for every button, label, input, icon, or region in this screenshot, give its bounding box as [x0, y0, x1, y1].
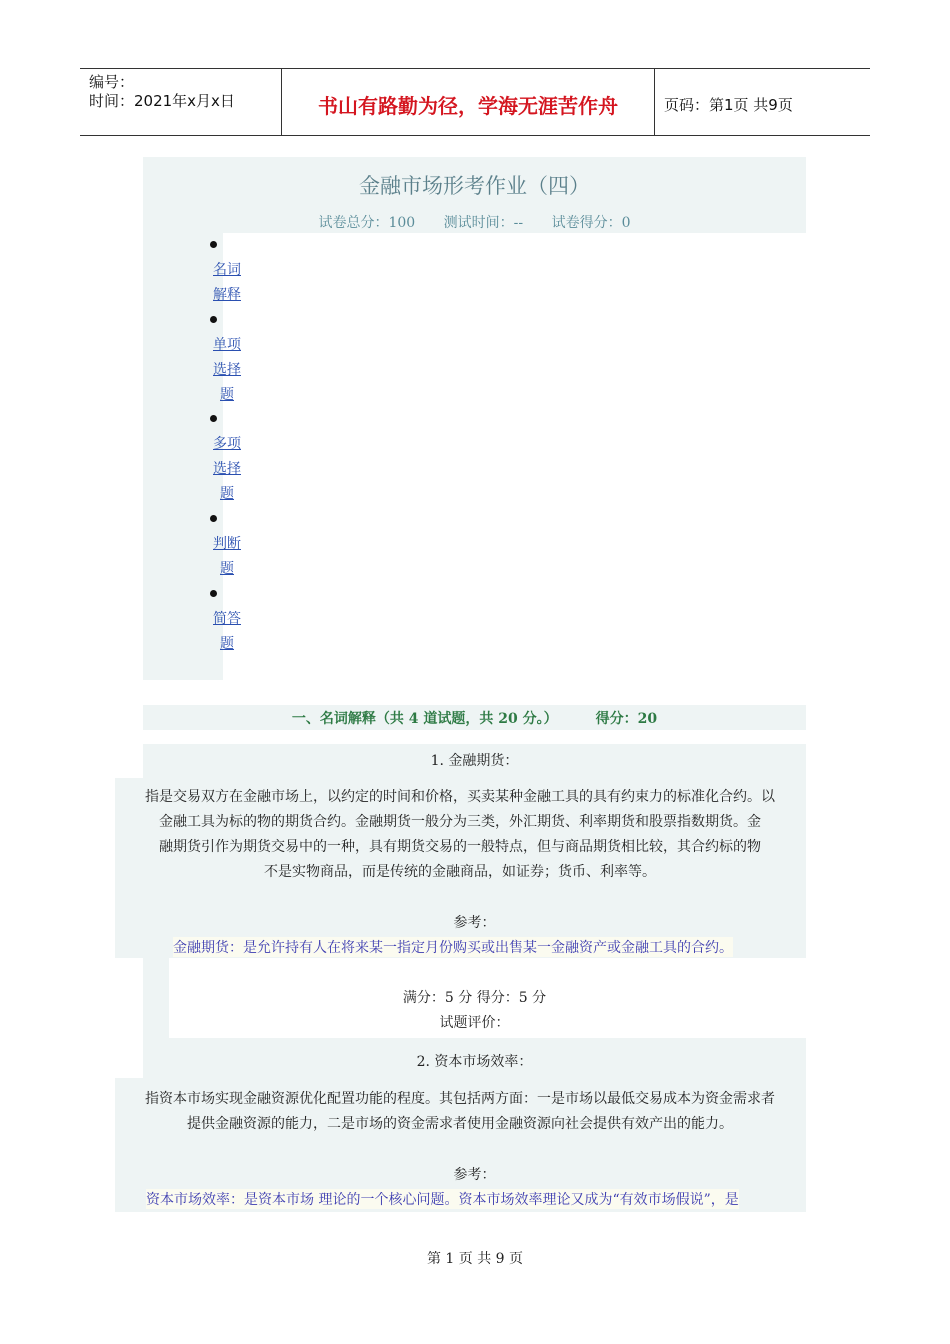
question-1-evaluation-label: 试题评价： [439, 1015, 510, 1031]
nav-bullet [210, 590, 217, 597]
exam-title: 金融市场形考作业（四） [359, 174, 590, 198]
time-label: 时间：2021年x月x日 [89, 92, 235, 110]
question-2-reference-text: 资本市场效率：是资本市场 理论的一个核心问题。资本市场效率理论又成为“有效市场假说”，是 [146, 1189, 739, 1209]
question-1-score: 满分：5 分 得分：5 分 [402, 990, 547, 1006]
header-top-border [80, 68, 870, 69]
total-score: 试卷总分：100 [318, 215, 416, 231]
question-1-reference-label: 参考： [453, 915, 496, 931]
nav-link-true-false[interactable]: 判断 题 [213, 536, 241, 577]
section-score: 得分：20 [595, 711, 658, 727]
section-heading [143, 708, 806, 728]
section-title: 一、名词解释（共 4 道试题，共 20 分。） [291, 711, 558, 727]
motto: 书山有路勤为径，学海无涯苦作舟 [318, 94, 618, 118]
exam-score: 试卷得分：0 [551, 215, 631, 231]
nav-link-term-definitions[interactable]: 名词 解释 [213, 262, 241, 303]
question-1-reference-text: 金融期货：是允许持有人在将来某一指定月份购买或出售某一金融资产或金融工具的合约。 [173, 937, 733, 957]
nav-bullet [210, 316, 217, 323]
page-footer: 第 1 页 共 9 页 [426, 1251, 524, 1267]
exam-meta [143, 212, 806, 232]
test-time: 测试时间：-- [443, 215, 524, 231]
nav-link-short-answer[interactable]: 简答 题 [213, 611, 241, 652]
page-code: 页码：第1页 共9页 [664, 96, 793, 114]
header-divider-right [654, 68, 655, 136]
header-bottom-border [80, 135, 870, 136]
question-2-title: 2. 资本市场效率： [416, 1054, 533, 1070]
nav-bullet [210, 415, 217, 422]
nav-link-multiple-choice[interactable]: 多项 选择 题 [213, 436, 241, 502]
question-2-reference-label: 参考： [453, 1167, 496, 1183]
number-label: 编号： [89, 73, 135, 91]
nav-link-single-choice[interactable]: 单项 选择 题 [213, 337, 241, 403]
nav-bullet [210, 241, 217, 248]
nav-bullet [210, 515, 217, 522]
nav-panel [143, 233, 223, 680]
question-1-answer: 指是交易双方在金融市场上，以约定的时间和价格，买卖某种金融工具的具有约束力的标准化合约。以 金融工具为标的物的期货合约。金融期货一般分为三类，外汇期货、利率期货和股票指数期货。金 融期货引作为期货交易中的一种，具有期货交易的一般特点，但与商品期货相比较，其合约标的物 不是实物商品，而是传统的金融商品，如证券；货币、利率等。 [145, 789, 775, 880]
question-2-answer: 指资本市场实现金融资源优化配置功能的程度。其包括两方面：一是市场以最低交易成本为资金需求者 提供金融资源的能力，二是市场的资金需求者使用金融资源向社会提供有效产出的能力。 [145, 1091, 775, 1132]
question-1-title: 1. 金融期货： [430, 753, 519, 769]
